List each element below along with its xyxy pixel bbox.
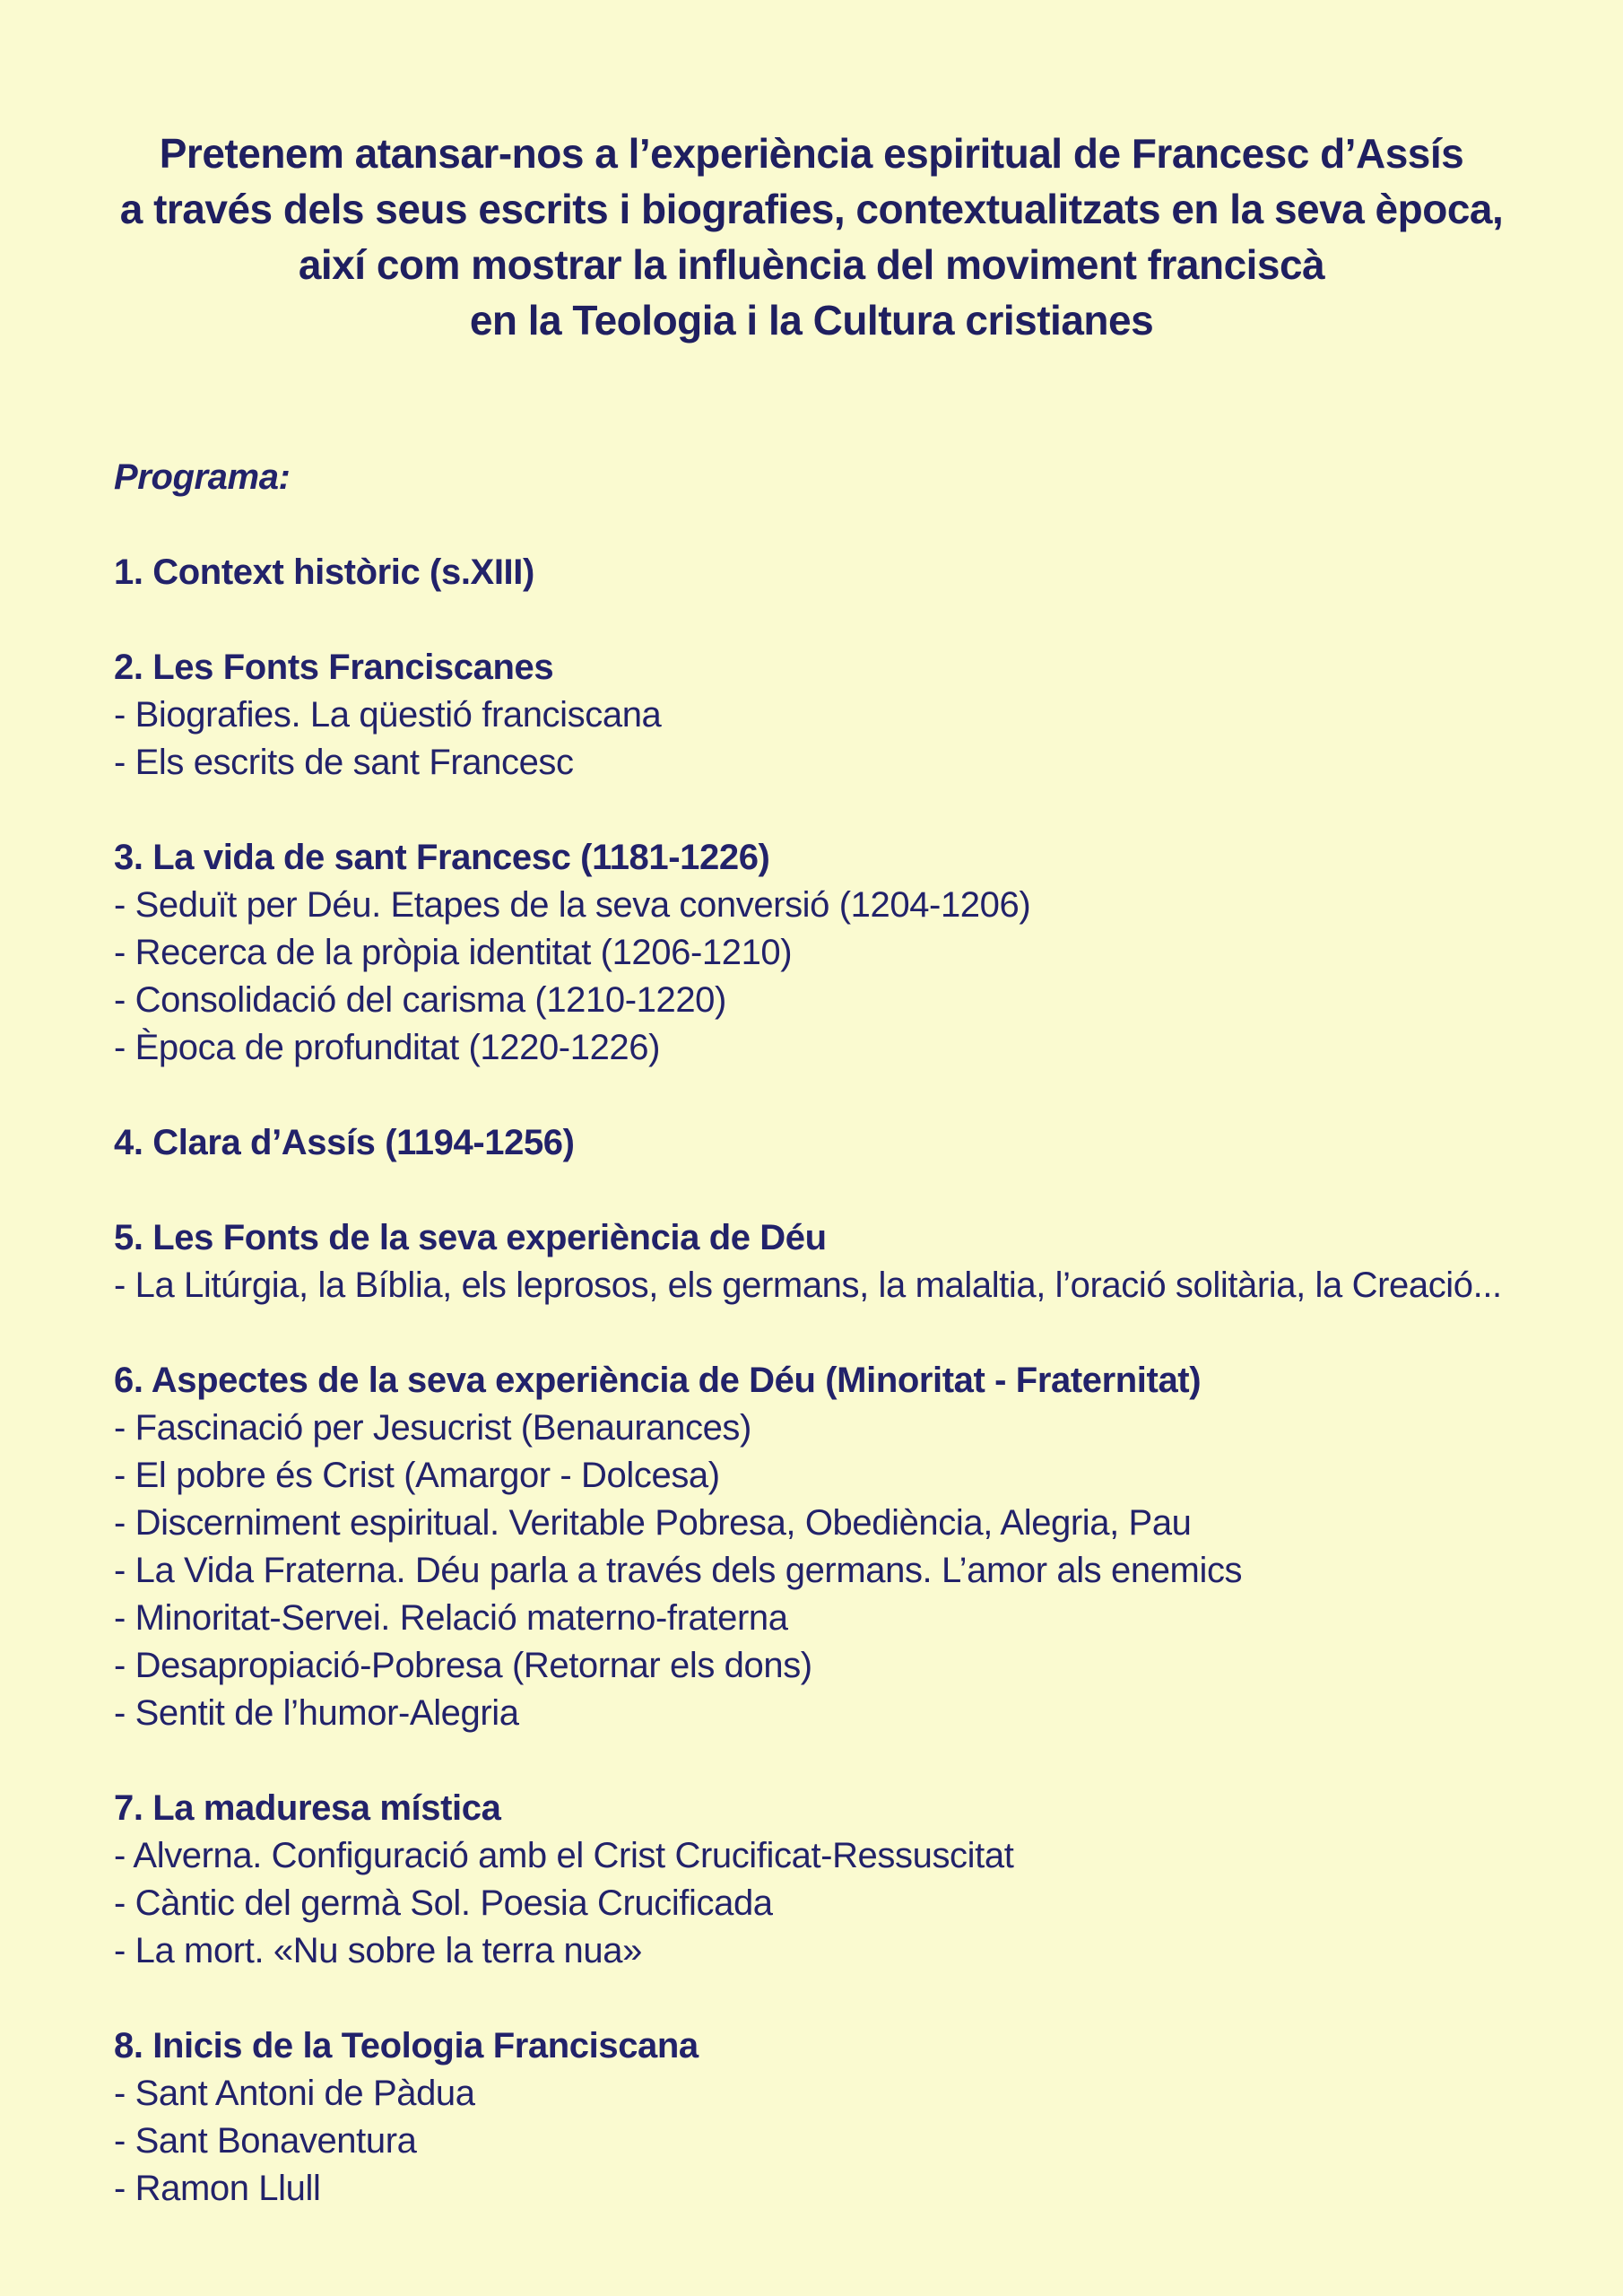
section-title: 4. Clara d’Assís (1194-1256) — [114, 1123, 575, 1162]
section-items — [114, 1405, 1605, 1737]
section-item: - Sentit de l’humor-Alegria — [114, 1693, 519, 1733]
section-item: - Minoritat-Servei. Relació materno-fraterna — [114, 1598, 788, 1638]
program-label: Programa: — [114, 457, 291, 497]
section-item: - Fascinació per Jesucrist (Benaurances) — [114, 1408, 751, 1448]
section-items — [114, 691, 1605, 787]
section-items — [114, 1262, 1605, 1309]
section-title: 3. La vida de sant Francesc (1181-1226) — [114, 838, 770, 877]
section-item: - Biografies. La qüestió franciscana — [114, 695, 662, 735]
section-title: 1. Context històric (s.XIII) — [114, 552, 534, 592]
section-title: 7. La maduresa mística — [114, 1788, 501, 1828]
section-items — [114, 1832, 1605, 1975]
title-line: en la Teologia i la Cultura cristianes — [469, 297, 1154, 344]
section-title: 5. Les Fonts de la seva experiència de Déu — [114, 1218, 827, 1257]
section-item: - La mort. «Nu sobre la terra nua» — [114, 1931, 642, 1970]
section-title: 8. Inicis de la Teologia Franciscana — [114, 2026, 699, 2066]
program-section — [114, 549, 1605, 596]
title-line: Pretenem atansar-nos a l’experiència espiritual de Francesc d’Assís — [159, 130, 1464, 177]
program-section — [114, 834, 1605, 1072]
program-section — [114, 644, 1605, 787]
section-item: - Ramon Llull — [114, 2169, 321, 2208]
section-item: - El pobre és Crist (Amargor - Dolcesa) — [114, 1456, 720, 1495]
section-item: - Discerniment espiritual. Veritable Pobresa, Obediència, Alegria, Pau — [114, 1503, 1192, 1543]
page-title — [0, 0, 1623, 348]
section-item: - Desapropiació-Pobresa (Retornar els dons) — [114, 1646, 812, 1685]
section-item: - La Litúrgia, la Bíblia, els leprosos, els germans, la malaltia, l’oració solitària, la Creació... — [114, 1265, 1502, 1305]
program-section — [114, 1357, 1605, 1737]
section-item: - Els escrits de sant Francesc — [114, 743, 574, 782]
section-item: - Consolidació del carisma (1210-1220) — [114, 980, 726, 1020]
program-section — [114, 1785, 1605, 1975]
title-line: a través dels seus escrits i biografies, contextualitzats en la seva època, — [119, 186, 1504, 232]
program-section — [114, 2022, 1605, 2213]
section-item: - Seduït per Déu. Etapes de la seva conversió (1204-1206) — [114, 885, 1031, 925]
section-items — [114, 882, 1605, 1072]
section-item: - Alverna. Configuració amb el Crist Crucificat-Ressuscitat — [114, 1836, 1014, 1875]
title-line: així com mostrar la influència del moviment franciscà — [298, 241, 1325, 288]
program-section — [114, 1214, 1605, 1309]
section-item: - Càntic del germà Sol. Poesia Crucificada — [114, 1883, 773, 1923]
section-item: - Recerca de la pròpia identitat (1206-1210) — [114, 933, 793, 972]
section-title: 2. Les Fonts Franciscanes — [114, 648, 554, 687]
section-items — [114, 2070, 1605, 2213]
program-content — [114, 454, 1605, 2213]
section-item: - La Vida Fraterna. Déu parla a través dels germans. L’amor als enemics — [114, 1551, 1243, 1590]
program-sections — [114, 549, 1605, 2213]
section-title: 6. Aspectes de la seva experiència de Déu (Minoritat - Fraternitat) — [114, 1361, 1202, 1400]
program-section — [114, 1119, 1605, 1167]
section-item: - Època de profunditat (1220-1226) — [114, 1028, 661, 1067]
section-item: - Sant Bonaventura — [114, 2121, 417, 2161]
section-item: - Sant Antoni de Pàdua — [114, 2074, 475, 2113]
